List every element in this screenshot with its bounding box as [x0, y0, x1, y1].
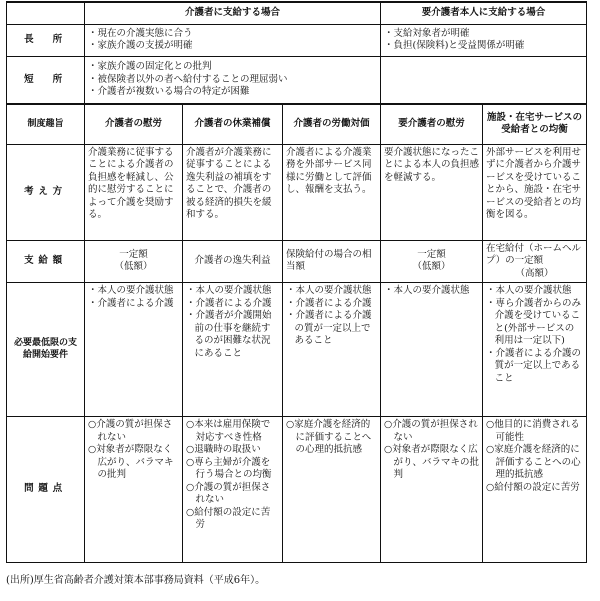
comparison-table: [6, 1, 587, 563]
merits-recipient-line: ・支給対象者が明確: [384, 27, 470, 39]
amount-cell: [483, 240, 587, 283]
purpose-row: [7, 104, 587, 144]
issue-item: ○他目的に消費される可能性: [486, 419, 580, 443]
issues-cell: [283, 417, 381, 563]
recipient-header: 要介護者本人に支給する場合: [381, 2, 587, 24]
issue-item: ○家庭介護を経済的に評価することへの心理的抵抗感: [486, 444, 581, 480]
amount-line: （低額）: [412, 261, 451, 273]
demerits-label: 短 所: [7, 56, 85, 104]
purpose-cell: 要介護者の慰労: [381, 104, 483, 144]
merits-caregiver: [85, 24, 381, 56]
header-row: [7, 2, 587, 24]
caregiver-header: 介護者に支給する場合: [85, 2, 381, 24]
purpose-cell: 介護者の慰労: [85, 104, 183, 144]
purpose-label: 制度趣旨: [7, 104, 85, 144]
amount-line: （高額）: [515, 267, 554, 279]
purpose-cell: 介護者の休業補償: [183, 104, 283, 144]
requirement-item: ・介護者が介護開始前の仕事を継続するのが困難な状況にあること: [186, 310, 272, 359]
issue-item: ○対象者が際限なく広がり、バラマキの批判: [88, 444, 174, 480]
issues-cell: [85, 417, 183, 563]
amount-line: 一定額: [417, 248, 446, 260]
amount-cell: [283, 240, 381, 283]
requirement-item: ・本人の要介護状態: [286, 285, 372, 296]
amount-row: [7, 240, 587, 283]
requirement-item: ・本人の要介護状態: [88, 285, 174, 296]
requirements-cell: [85, 283, 183, 417]
issue-item: ○対象者が際限なく広がり、バラマキの批判: [384, 444, 480, 480]
amount-line: 介護者の逸失利益: [194, 255, 271, 266]
merits-recipient-line: ・負担(保険料)と受益関係が明確: [384, 40, 525, 51]
approach-cell: 要介護状態になったことによる本人の負担感を軽減する。: [381, 144, 483, 240]
amount-line: 在宅給付（ホームヘルプ）の一定額: [486, 242, 582, 266]
requirements-cell: [381, 283, 483, 417]
source-note: (出所)厚生省高齢者介護対策本部事務局資料（平成6年）。: [6, 575, 266, 586]
requirements-row: [7, 283, 587, 417]
issue-item: ○給付額の設定に苦労: [186, 506, 271, 530]
issue-item: ○退職時の取扱い: [186, 444, 261, 455]
approach-row: [7, 144, 587, 240]
merits-caregiver-line: ・家族介護の支援が明確: [88, 40, 193, 51]
demerits-caregiver: [85, 56, 381, 104]
amount-line: 保険給付の場合の相当額: [286, 248, 372, 273]
approach-cell: 外部サービスを利用せずに介護者から介護サービスを受けていることから、施設・在宅サービスの受給者との均衡を図る。: [483, 144, 587, 240]
demerits-line: ・介護者が複数いる場合の特定が困難: [88, 86, 250, 97]
requirement-item: ・専ら介護者からのみ介護を受けていること(外部サービスの利用は一定以下): [486, 297, 582, 346]
requirements-cell: [183, 283, 283, 417]
requirement-item: ・介護者による介護: [88, 297, 174, 309]
requirement-item: ・本人の要介護状態: [486, 285, 572, 296]
requirement-item: ・介護者による介護: [286, 297, 372, 309]
corner-cell: [7, 2, 85, 24]
requirement-item: ・本人の要介護状態: [186, 285, 272, 296]
merits-row: [7, 24, 587, 56]
issues-cell: [183, 417, 283, 563]
requirements-cell: [283, 283, 381, 417]
amount-line: （低額）: [114, 261, 153, 273]
requirements-label: 必要最低限の支給開始要件: [7, 283, 85, 417]
issues-row: [7, 417, 587, 563]
merits-label: 長 所: [7, 24, 85, 56]
approach-cell: 介護者による介護業務を外部サービス同様に労働として評価し、報酬を支払う。: [283, 144, 381, 240]
demerits-row: [7, 56, 587, 104]
requirement-item: ・介護者による介護の質が一定以上であること: [286, 310, 372, 346]
approach-cell: 介護業務に従事することによる介護者の負担感を軽減し、公的に慰労することによって介護を奨励する。: [85, 144, 183, 240]
issue-item: ○介護の質が担保されない: [384, 419, 478, 443]
purpose-cell: 介護者の労働対価: [283, 104, 381, 144]
amount-cell: [183, 240, 283, 283]
merits-recipient: [381, 24, 587, 56]
issues-cell: [381, 417, 483, 563]
requirement-item: ・介護者による介護の質が一定以上であること: [486, 347, 582, 384]
document: [6, 1, 586, 586]
issue-item: ○介護の質が担保されない: [186, 481, 271, 505]
demerits-line: ・被保険者以外の者へ給付することの理屈弱い: [88, 73, 288, 85]
issues-label: 問題点: [7, 417, 85, 563]
demerits-recipient: [381, 56, 587, 104]
requirement-item: ・介護者による介護: [186, 297, 272, 309]
approach-cell: 介護者が介護業務に従事することによる逸失利益の補填をすることで、介護者の被る経済的損失を緩和する。: [183, 144, 283, 240]
purpose-cell: 施設・在宅サービスの受給者との均衡: [483, 104, 587, 144]
issue-item: ○専ら主婦が介護を行う場合との均衡: [186, 456, 272, 480]
amount-label: 支給額: [7, 240, 85, 283]
requirement-item: ・本人の要介護状態: [384, 285, 470, 296]
issues-cell: [483, 417, 587, 563]
issue-item: ○本来は雇用保険で対応すべき性格: [186, 419, 271, 443]
approach-label: 考え方: [7, 144, 85, 240]
issue-item: ○給付額の設定に苦労: [486, 481, 580, 493]
issue-item: ○家庭介護を経済的に評価することへの心理的抵抗感: [286, 419, 372, 455]
issue-item: ○介護の質が担保されない: [88, 419, 173, 443]
demerits-line: ・家族介護の固定化との批判: [88, 61, 212, 72]
amount-cell: [85, 240, 183, 283]
merits-caregiver-line: ・現在の介護実態に合う: [88, 27, 193, 39]
requirements-cell: [483, 283, 587, 417]
amount-cell: [381, 240, 483, 283]
amount-line: 一定額: [119, 248, 148, 260]
